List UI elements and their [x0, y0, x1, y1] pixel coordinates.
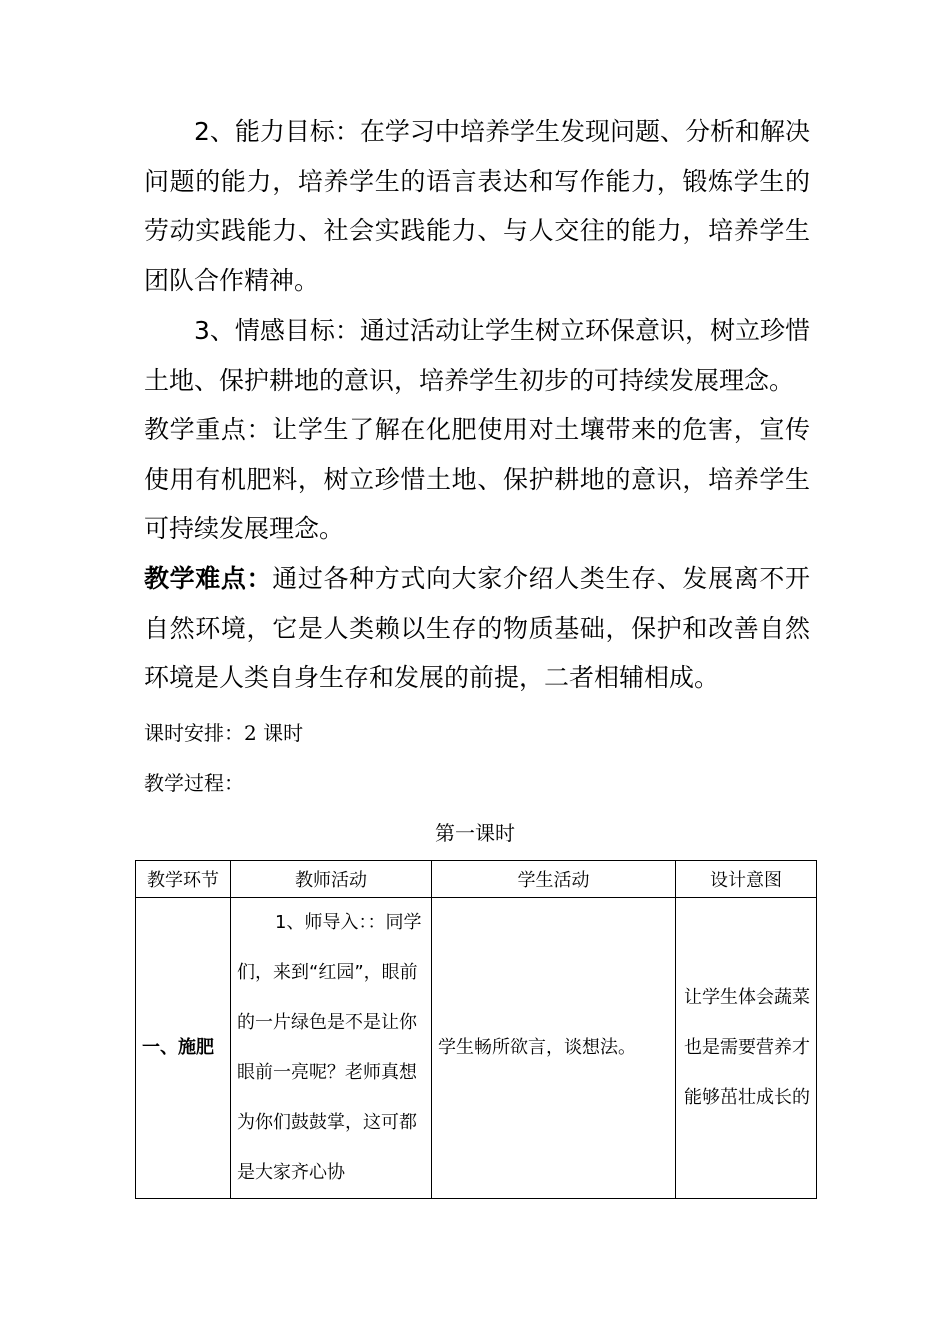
header-teacher-activity: 教师活动: [231, 861, 432, 898]
difficulty-paragraph: [144, 554, 810, 703]
ability-goal-text: 2、能力目标：在学习中培养学生发现问题、分析和解决问题的能力，培养学生的语言表达和写作能力，锻炼学生的劳动实践能力、社会实践能力、与人交往的能力，培养学生团队合作精神。: [144, 117, 810, 295]
key-point-label: 教学重点：: [144, 415, 273, 444]
table-header-row: [136, 861, 817, 898]
design-intent-cell: [676, 898, 817, 1199]
emotion-goal-paragraph: [144, 306, 810, 405]
table-row: [136, 898, 817, 1199]
header-stage: 教学环节: [136, 861, 231, 898]
lesson-plan-table: [135, 860, 817, 1199]
header-design-intent: 设计意图: [676, 861, 817, 898]
lesson-title: 第一课时: [435, 821, 515, 845]
difficulty-label: 教学难点：: [144, 564, 273, 593]
emotion-goal-text: 3、情感目标：通过活动让学生树立环保意识，树立珍惜土地、保护耕地的意识，培养学生初步的可持续发展理念。: [144, 316, 810, 395]
key-point-text: 让学生了解在化肥使用对土壤带来的危害，宣传使用有机肥料，树立珍惜土地、保护耕地的意识，培养学生可持续发展理念。: [144, 415, 810, 544]
difficulty-text: 通过各种方式向大家介绍人类生存、发展离不开自然环境，它是人类赖以生存的物质基础，保护和改善自然环境是人类自身生存和发展的前提，二者相辅相成。: [144, 564, 810, 693]
schedule-line: 课时安排：2 课时: [144, 721, 304, 745]
design-intent-text: 让学生体会蔬菜也是需要营养才能够茁壮成长的: [684, 987, 810, 1108]
ability-goal-paragraph: [144, 107, 810, 305]
stage-text: 一、施肥: [142, 1037, 214, 1058]
key-point-paragraph: [144, 405, 810, 554]
teacher-activity-text: 1、师导入：：同学们，来到“红园”，眼前的一片绿色是不是让你眼前一亮呢？老师真想为你们鼓鼓掌，这可都是大家齐心协: [237, 912, 422, 1183]
teacher-activity-cell: [231, 898, 432, 1199]
process-line: 教学过程：: [144, 771, 244, 795]
student-activity-text: 学生畅所欲言，谈想法。: [438, 1037, 636, 1058]
header-student-activity: 学生活动: [432, 861, 676, 898]
stage-cell: [136, 898, 231, 1199]
student-activity-cell: [432, 898, 676, 1199]
